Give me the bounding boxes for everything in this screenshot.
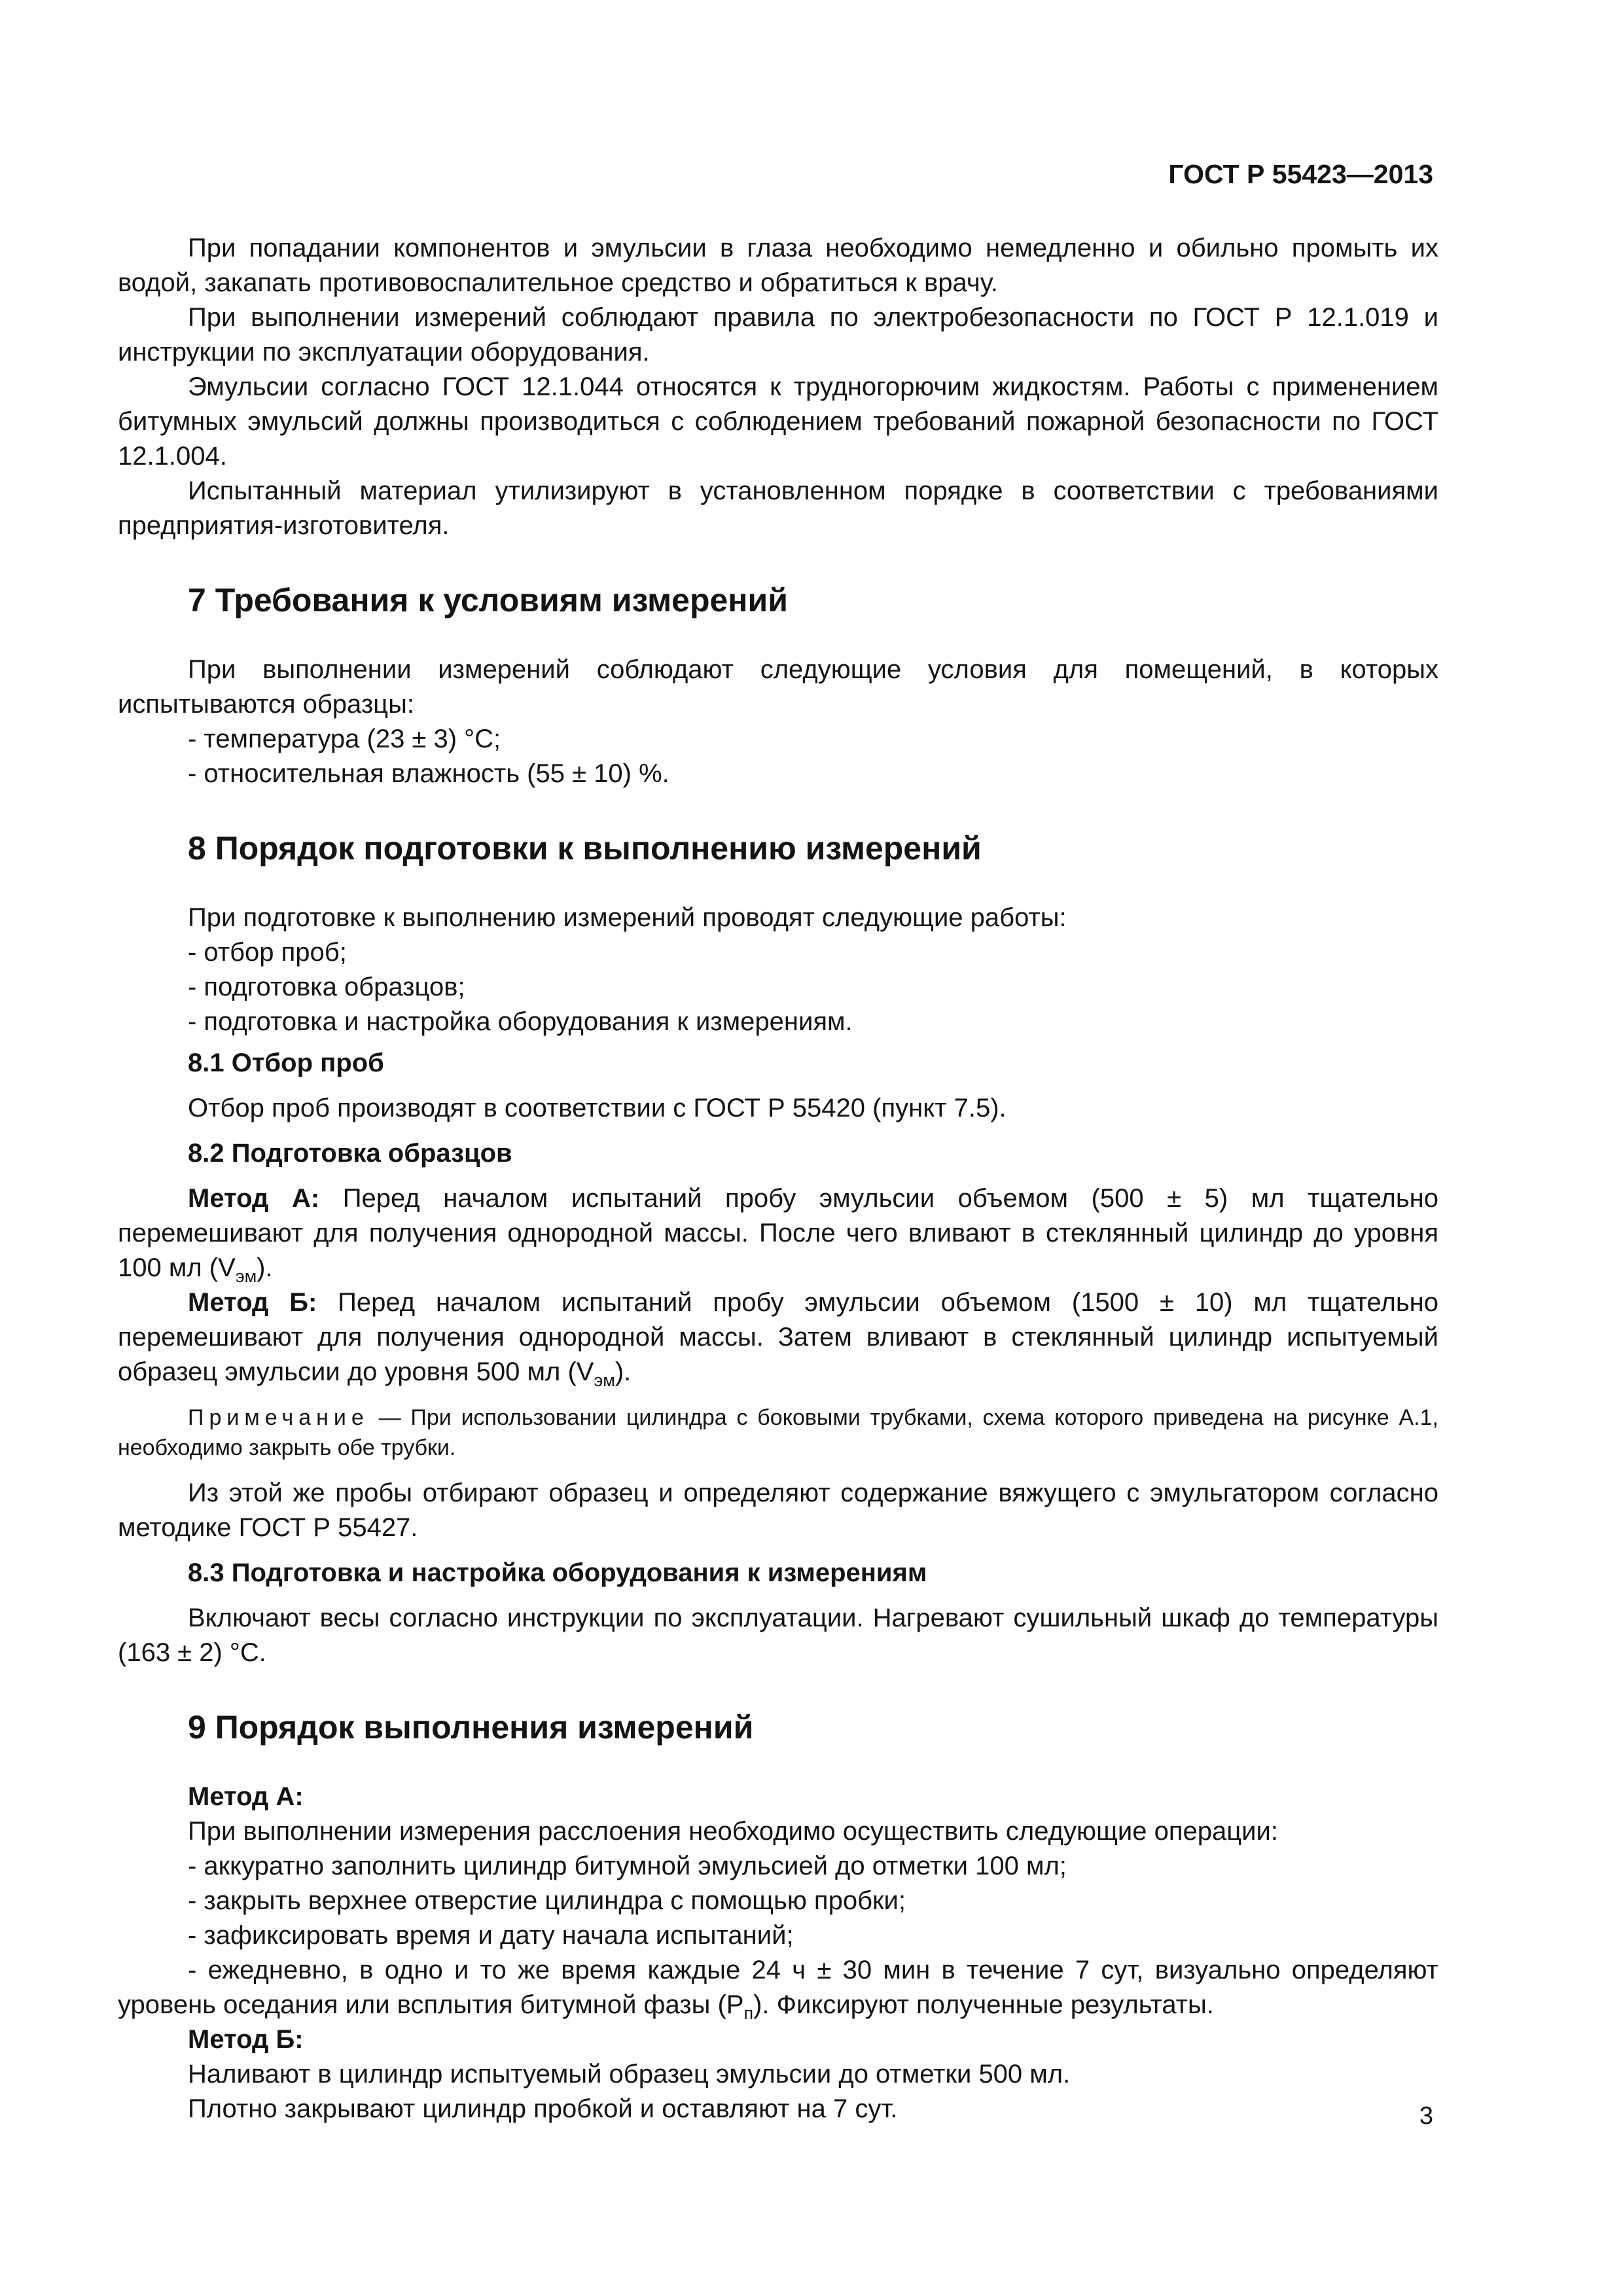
subscript: эм (594, 1371, 615, 1390)
paragraph: Из этой же пробы отбирают образец и определяют содержание вяжущего с эмульгатором согласно методике ГОСТ Р 55427. (118, 1479, 1438, 1542)
method-a-label: Метод А: (188, 1782, 304, 1811)
list-item-end: ). Фиксируют полученные результаты. (753, 1990, 1214, 2019)
paragraph: Плотно закрывают цилиндр пробкой и оставляют на 7 сут. (188, 2094, 898, 2123)
method-b-text: Перед началом испытаний пробу эмульсии объемом (1500 ± 10) мл тщательно перемешивают для получения однородной массы. Затем вливают в стеклянный цилиндр испытуемый образец эмульсии до уровня 500 мл (V (118, 1288, 1438, 1386)
list-item: - температура (23 ± 3) °С; (188, 725, 501, 753)
subsection-heading-8-2: 8.2 Подготовка образцов (188, 1139, 512, 1168)
note (118, 1403, 1438, 1463)
method-b-end: ). (615, 1357, 632, 1386)
method-a-text: Перед началом испытаний пробу эмульсии объемом (500 ± 5) мл тщательно перемешивают для получения однородной массы. После чего вливают в стеклянный цилиндр до уровня 100 мл (V (118, 1184, 1439, 1282)
method-b-paragraph (118, 1285, 1438, 1390)
paragraph: Эмульсии согласно ГОСТ 12.1.044 относятся к трудногорючим жидкостям. Работы с применением битумных эмульсий должны производиться с соблюдением требований пожарной безопасности по ГОСТ 12.1.004. (118, 372, 1438, 471)
list-item: - зафиксировать время и дату начала испытаний; (188, 1921, 794, 1950)
paragraph: При выполнении измерений соблюдают следующие условия для помещений, в которых испытываются образцы: (118, 655, 1438, 719)
list-item: - закрыть верхнее отверстие цилиндра с помощью пробки; (188, 1886, 906, 1915)
paragraph: При подготовке к выполнению измерений проводят следующие работы: (188, 903, 1067, 932)
section-heading-7: 7 Требования к условиям измерений (188, 582, 788, 619)
paragraph: При выполнении измерения расслоения необходимо осуществить следующие операции: (188, 1817, 1278, 1846)
paragraph: При выполнении измерений соблюдают правила по электробезопасности по ГОСТ Р 12.1.019 и инструкции по эксплуатации оборудования. (118, 303, 1438, 367)
list-item: - отбор проб; (188, 938, 347, 967)
method-a-paragraph (118, 1181, 1438, 1285)
method-a-label: Метод А: (188, 1184, 320, 1213)
subsection-heading-8-1: 8.1 Отбор проб (188, 1049, 384, 1077)
list-item (118, 1953, 1438, 2022)
section-heading-9: 9 Порядок выполнения измерений (188, 1709, 754, 1746)
list-item-text: - ежедневно, в одно и то же время каждые 24 ч ± 30 мин в течение 7 сут, визуально определяют уровень оседания или всплытия битумной фазы (Р (118, 1956, 1438, 2019)
subsection-heading-8-3: 8.3 Подготовка и настройка оборудования к измерениям (188, 1558, 927, 1587)
method-b-label: Метод Б: (188, 1288, 317, 1317)
list-item: - аккуратно заполнить цилиндр битумной эмульсией до отметки 100 мл; (188, 1852, 1067, 1880)
method-a-end: ). (257, 1253, 273, 1282)
note-label: Примечание (188, 1405, 369, 1430)
paragraph: Наливают в цилиндр испытуемый образец эмульсии до отметки 500 мл. (188, 2060, 1071, 2089)
method-b-label: Метод Б: (188, 2025, 304, 2054)
list-item: - относительная влажность (55 ± 10) %. (188, 759, 669, 788)
paragraph: Включают весы согласно инструкции по эксплуатации. Нагревают сушильный шкаф до температуры (163 ± 2) °С. (118, 1604, 1438, 1667)
list-item: - подготовка и настройка оборудования к измерениям. (188, 1007, 853, 1036)
document-header: ГОСТ Р 55423—2013 (1168, 159, 1433, 189)
page-content (118, 231, 1438, 2126)
paragraph: При попадании компонентов и эмульсии в глаза необходимо немедленно и обильно промыть их водой, закапать противовоспалительное средство и обратиться к врачу. (118, 234, 1438, 297)
subscript: п (743, 2003, 754, 2023)
note-text: — При использовании цилиндра с боковыми трубками, схема которого приведена на рисунке А.1, необходимо закрыть обе трубки. (118, 1405, 1438, 1460)
list-item: - подготовка образцов; (188, 973, 465, 1001)
section-heading-8: 8 Порядок подготовки к выполнению измерений (188, 830, 982, 867)
paragraph: Испытанный материал утилизируют в установленном порядке в соответствии с требованиями предприятия-изготовителя. (118, 476, 1438, 540)
paragraph: Отбор проб производят в соответствии с ГОСТ Р 55420 (пункт 7.5). (188, 1094, 1007, 1122)
subscript: эм (235, 1266, 257, 1286)
page-number: 3 (1419, 2102, 1433, 2130)
